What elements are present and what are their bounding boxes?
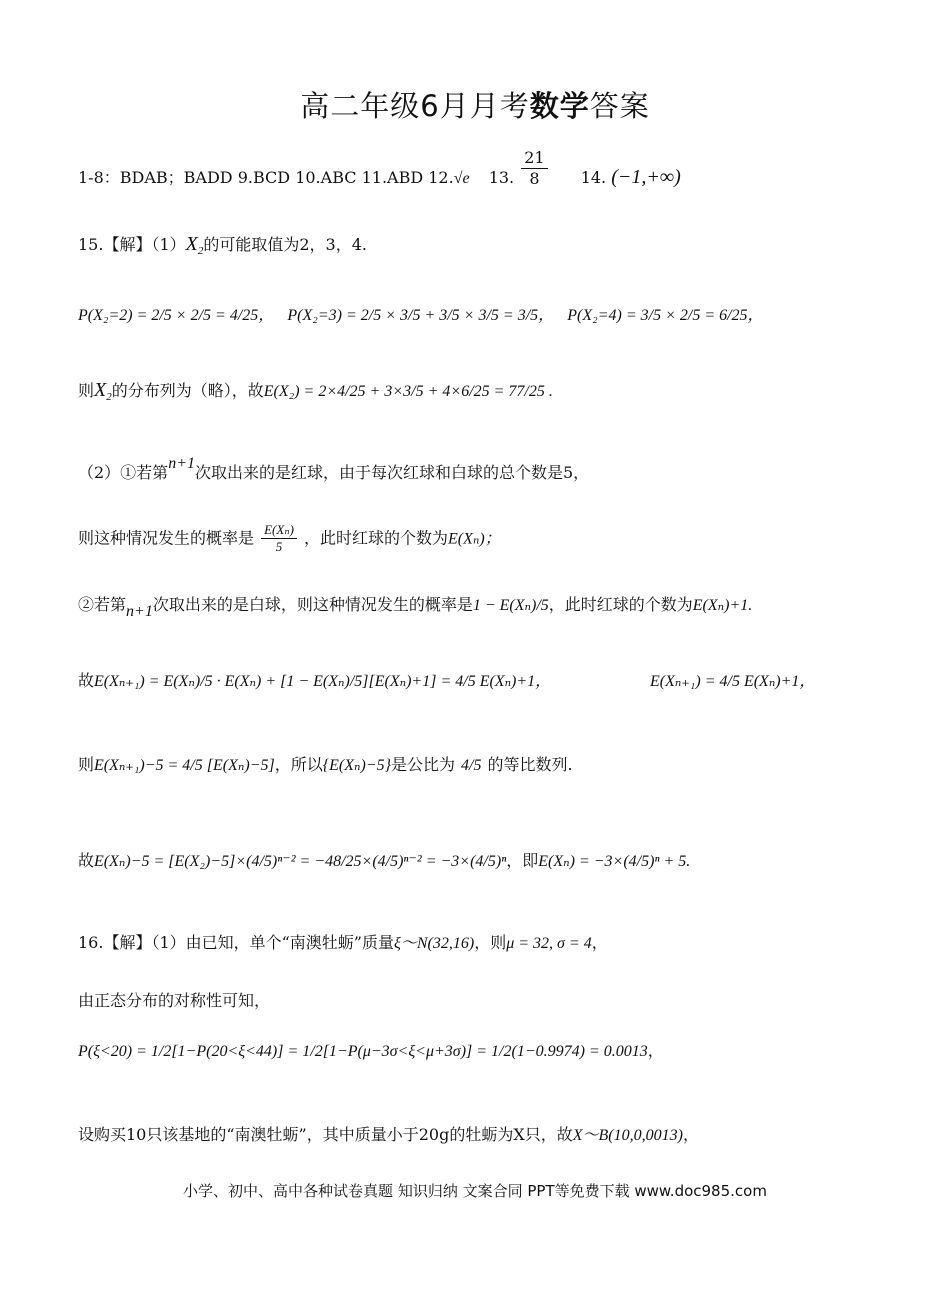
- q15-probs: P(X₂=2) = 2/5 × 2/5 = 4/25， P(X₂=3) = 2/5 × 3/5 + 3/5 × 3/5 = 3/5， P(X₂=4) = 3/5 × 2/5 = 6/25，: [78, 307, 764, 324]
- q16-head: 16.【解】（1）由已知，单个“南澳牡蛎”质量ξ～N(32,16)，则μ = 32, σ = 4，: [78, 933, 608, 952]
- page-title: 高二年级6月月考数学答案: [300, 89, 650, 123]
- q16-probability: P(ξ<20) = 1/2[1−P(20<ξ<44)] = 1/2[1−P(μ−3σ<ξ<μ+3σ)] = 1/2(1−0.9974) = 0.0013，: [78, 1041, 664, 1060]
- q15-geometric: 则E(Xₙ₊₁)−5 = 4/5 [E(Xₙ)−5]，所以{E(Xₙ)−5}是公比为 4/5 的等比数列.: [78, 755, 573, 774]
- q16-binomial: 设购买10只该基地的“南澳牡蛎”，其中质量小于20g的牡蛎为X只，故X～B(10,0,0013)，: [78, 1125, 699, 1144]
- answers-line: 1-8：BDAB；BADD 9.BCD 10.ABC 11.ABD 12.√e 13. $\frac{21}{8}$ 14. (−1,+∞): [78, 148, 681, 188]
- q16-symmetry: 由正态分布的对称性可知，: [78, 991, 271, 1010]
- q15-part2-c: 则这种情况发生的概率是 $\frac{\text{E(Xₙ)}}{5}$ ，此时红球的个数为E(Xₙ)；: [78, 522, 501, 555]
- q15-head: 15.【解】$(1)X_2$的可能取值为2，3，4.: [78, 233, 367, 258]
- q15-part2-e: ②若第n+1次取出来的是白球，则这种情况发生的概率是1 − E(Xₙ)/5，此时红球的个数为E(Xₙ)+1.: [78, 595, 753, 620]
- footer-text: 小学、初中、高中各种试卷真题 知识归纳 文案合同 PPT等免费下载 www.doc985.com: [183, 1182, 767, 1200]
- q15-final: 故E(Xₙ)−5 = [E(X₂)−5]×(4/5)ⁿ⁻² = −48/25×(4/5)ⁿ⁻² = −3×(4/5)ⁿ，即E(Xₙ) = −3×(4/5)ⁿ + 5.: [78, 851, 691, 870]
- q15-recurrence: 故E(Xₙ₊₁) = E(Xₙ)/5 · E(Xₙ) + [1 − E(Xₙ)/5][E(Xₙ)+1] = 4/5 E(Xₙ)+1，: [78, 671, 552, 690]
- q15-expectation: 则$X_2$的分布列为（略），故E(X₂) = 2×4/25 + 3×3/5 + 4×6/25 = 77/25 .: [78, 379, 553, 404]
- q15-part2-a: （2）①若第n+1次取出来的是红球，由于每次红球和白球的总个数是5，: [78, 455, 590, 482]
- q15-recurrence-2: E(Xₙ₊₁) = 4/5 E(Xₙ)+1，: [650, 673, 816, 690]
